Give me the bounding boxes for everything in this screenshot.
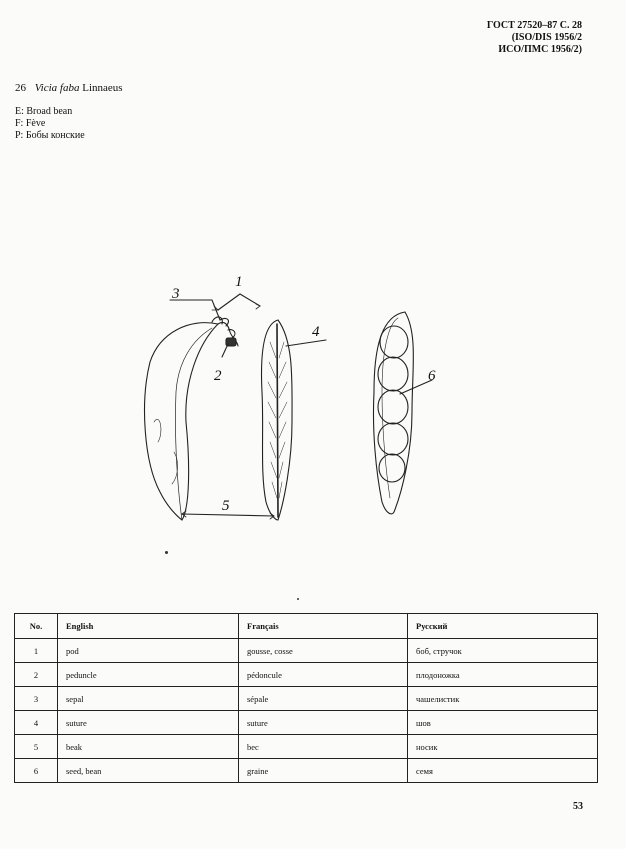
french-name: F: Fève [15, 118, 46, 129]
cell-english: peduncle [58, 663, 239, 687]
cell-russian: носик [408, 735, 598, 759]
cell-english: seed, bean [58, 759, 239, 783]
seed [378, 423, 408, 455]
column-header-english: English [58, 614, 239, 639]
cell-russian: чашелистик [408, 687, 598, 711]
figure-label-6: 6 [428, 368, 436, 384]
cell-russian: боб, стручок [408, 639, 598, 663]
column-header-number: No. [15, 614, 58, 639]
cell-english: pod [58, 639, 239, 663]
table-row [15, 639, 598, 663]
english-name: E: Broad bean [15, 106, 73, 117]
cell-number: 5 [15, 735, 58, 759]
standard-header [487, 20, 582, 56]
species-number: 26 [15, 82, 26, 94]
cell-french: sépale [239, 687, 408, 711]
cell-french: graine [239, 759, 408, 783]
leader-5 [182, 514, 274, 516]
seed [379, 454, 405, 482]
cell-french: bec [239, 735, 408, 759]
page-number: 53 [573, 801, 583, 812]
figure-label-1: 1 [235, 274, 243, 290]
common-names [15, 106, 85, 142]
cell-number: 6 [15, 759, 58, 783]
leader-1 [218, 294, 260, 310]
terms-table [14, 613, 598, 783]
species-title [15, 82, 123, 94]
species-latin-name: Vicia faba [34, 82, 80, 94]
cell-number: 2 [15, 663, 58, 687]
cell-english: suture [58, 711, 239, 735]
seed [378, 390, 408, 424]
cell-russian: шов [408, 711, 598, 735]
cell-french: pédoncule [239, 663, 408, 687]
table-row [15, 735, 598, 759]
iso-reference-ru: ИСО/ПМС 1956/2) [498, 44, 582, 55]
table-row [15, 663, 598, 687]
table-header-row [15, 614, 598, 639]
scan-speck [297, 598, 299, 600]
cell-number: 4 [15, 711, 58, 735]
standard-code: ГОСТ 27520–87 С. 28 [486, 20, 582, 31]
species-author: Linnaeus [82, 82, 123, 94]
column-header-french: Français [239, 614, 408, 639]
cell-english: sepal [58, 687, 239, 711]
cell-french: suture [239, 711, 408, 735]
pod-drawing [120, 262, 480, 562]
figure-label-3: 3 [172, 286, 180, 302]
scan-speck [165, 551, 168, 554]
table-row [15, 687, 598, 711]
cell-russian: семя [408, 759, 598, 783]
column-header-russian: Русский [408, 614, 598, 639]
cell-number: 1 [15, 639, 58, 663]
leader-4 [286, 340, 326, 346]
figure-label-5: 5 [222, 498, 230, 514]
table-row [15, 711, 598, 735]
iso-reference: (ISO/DIS 1956/2 [511, 32, 582, 43]
broad-bean-illustration [120, 262, 480, 562]
cell-number: 3 [15, 687, 58, 711]
cell-english: beak [58, 735, 239, 759]
cell-french: gousse, cosse [239, 639, 408, 663]
leader-2 [222, 344, 228, 357]
figure-label-4: 4 [312, 324, 320, 340]
cell-russian: плодоножка [408, 663, 598, 687]
figure-label-2: 2 [214, 368, 222, 384]
whole-pod [145, 323, 218, 520]
seed [380, 326, 408, 358]
table-row [15, 759, 598, 783]
russian-name: P: Бобы конские [15, 130, 85, 141]
